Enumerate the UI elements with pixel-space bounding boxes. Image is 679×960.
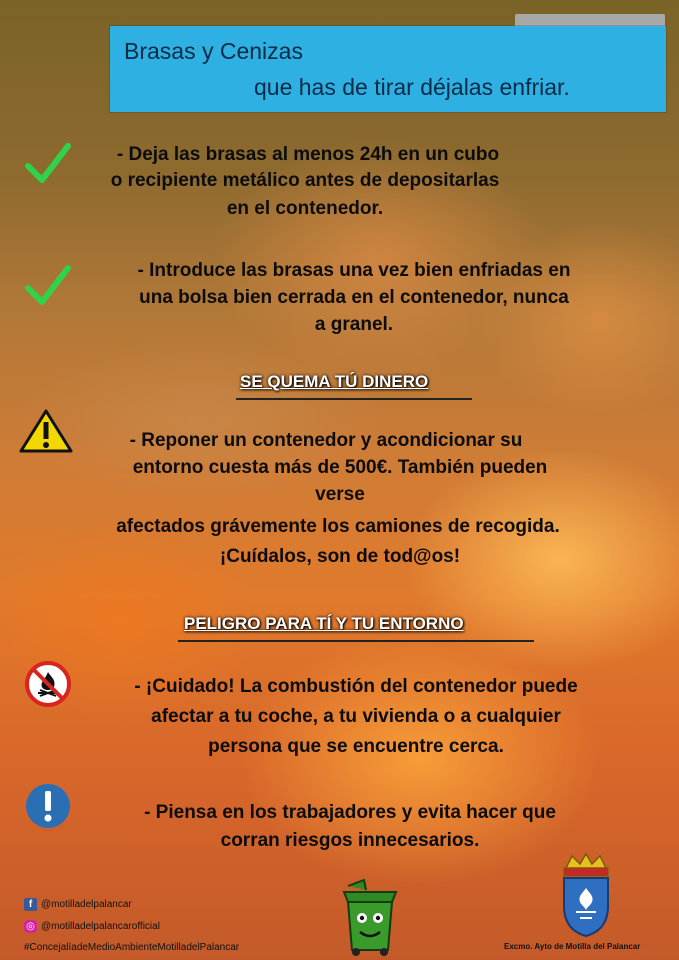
coat-of-arms-icon: [558, 852, 614, 938]
title-banner: [110, 26, 666, 112]
section-1-line-4: afectados grávemente los camiones de recogida.: [116, 516, 560, 537]
section-2-item-1-line-1: - ¡Cuidado! La combustión del contenedor puede: [134, 676, 578, 697]
title-line-2: que has de tirar déjalas enfriar.: [254, 74, 570, 100]
tip-1-line-2: o recipiente metálico antes de depositarlas: [110, 170, 500, 191]
no-fire-icon: [24, 660, 72, 708]
section-2-rule: [178, 640, 534, 642]
tip-1-line-3: en el contenedor.: [226, 198, 384, 219]
section-2-item-1-line-2: afectar a tu coche, a tu vivienda o a cualquier: [151, 706, 561, 727]
section-1-heading: SE QUEMA TÚ DINERO: [240, 372, 429, 391]
section-1-line-1: - Reponer un contenedor y acondicionar su: [129, 430, 523, 451]
instagram-handle: [24, 920, 160, 933]
section-2-heading: PELIGRO PARA TÍ Y TU ENTORNO: [184, 614, 464, 633]
tip-2-line-2: una bolsa bien cerrada en el contenedor, nunca: [139, 287, 569, 308]
check-icon: [24, 262, 72, 308]
section-2-item-2-line-2: corran riesgos innecesarios.: [220, 830, 480, 851]
council-name: Excmo. Ayto de Motilla del Palancar: [504, 942, 641, 951]
section-1-line-2: entorno cuesta más de 500€. También pueden: [132, 457, 548, 478]
facebook-text: @motilladelpalancar: [41, 899, 132, 911]
section-1-rule: [236, 398, 472, 400]
tip-2-line-1: - Introduce las brasas una vez bien enfriadas en: [137, 260, 571, 281]
exclamation-icon: [24, 782, 72, 830]
tip-1-line-1: - Deja las brasas al menos 24h en un cubo: [116, 144, 500, 165]
instagram-text: @motilladelpalancarofficial: [41, 921, 160, 933]
section-1-line-5: ¡Cuídalos, son de tod@os!: [219, 546, 461, 567]
warning-triangle-icon: [18, 408, 74, 454]
tip-2-line-3: a granel.: [314, 314, 394, 335]
facebook-handle: [24, 898, 132, 911]
facebook-icon: f: [24, 898, 37, 911]
hashtag-text: #ConcejalíadeMedioAmbienteMotilladelPalancar: [24, 942, 240, 953]
section-1-line-3: verse: [315, 484, 365, 505]
recycling-bin-mascot-icon: [334, 876, 406, 956]
section-2-item-2-line-1: - Piensa en los trabajadores y evita hacer que: [144, 802, 556, 823]
title-line-1: Brasas y Cenizas: [124, 38, 303, 64]
instagram-icon: ◎: [24, 920, 37, 933]
section-2-item-1-line-3: persona que se encuentre cerca.: [208, 736, 504, 757]
check-icon: [24, 140, 72, 186]
